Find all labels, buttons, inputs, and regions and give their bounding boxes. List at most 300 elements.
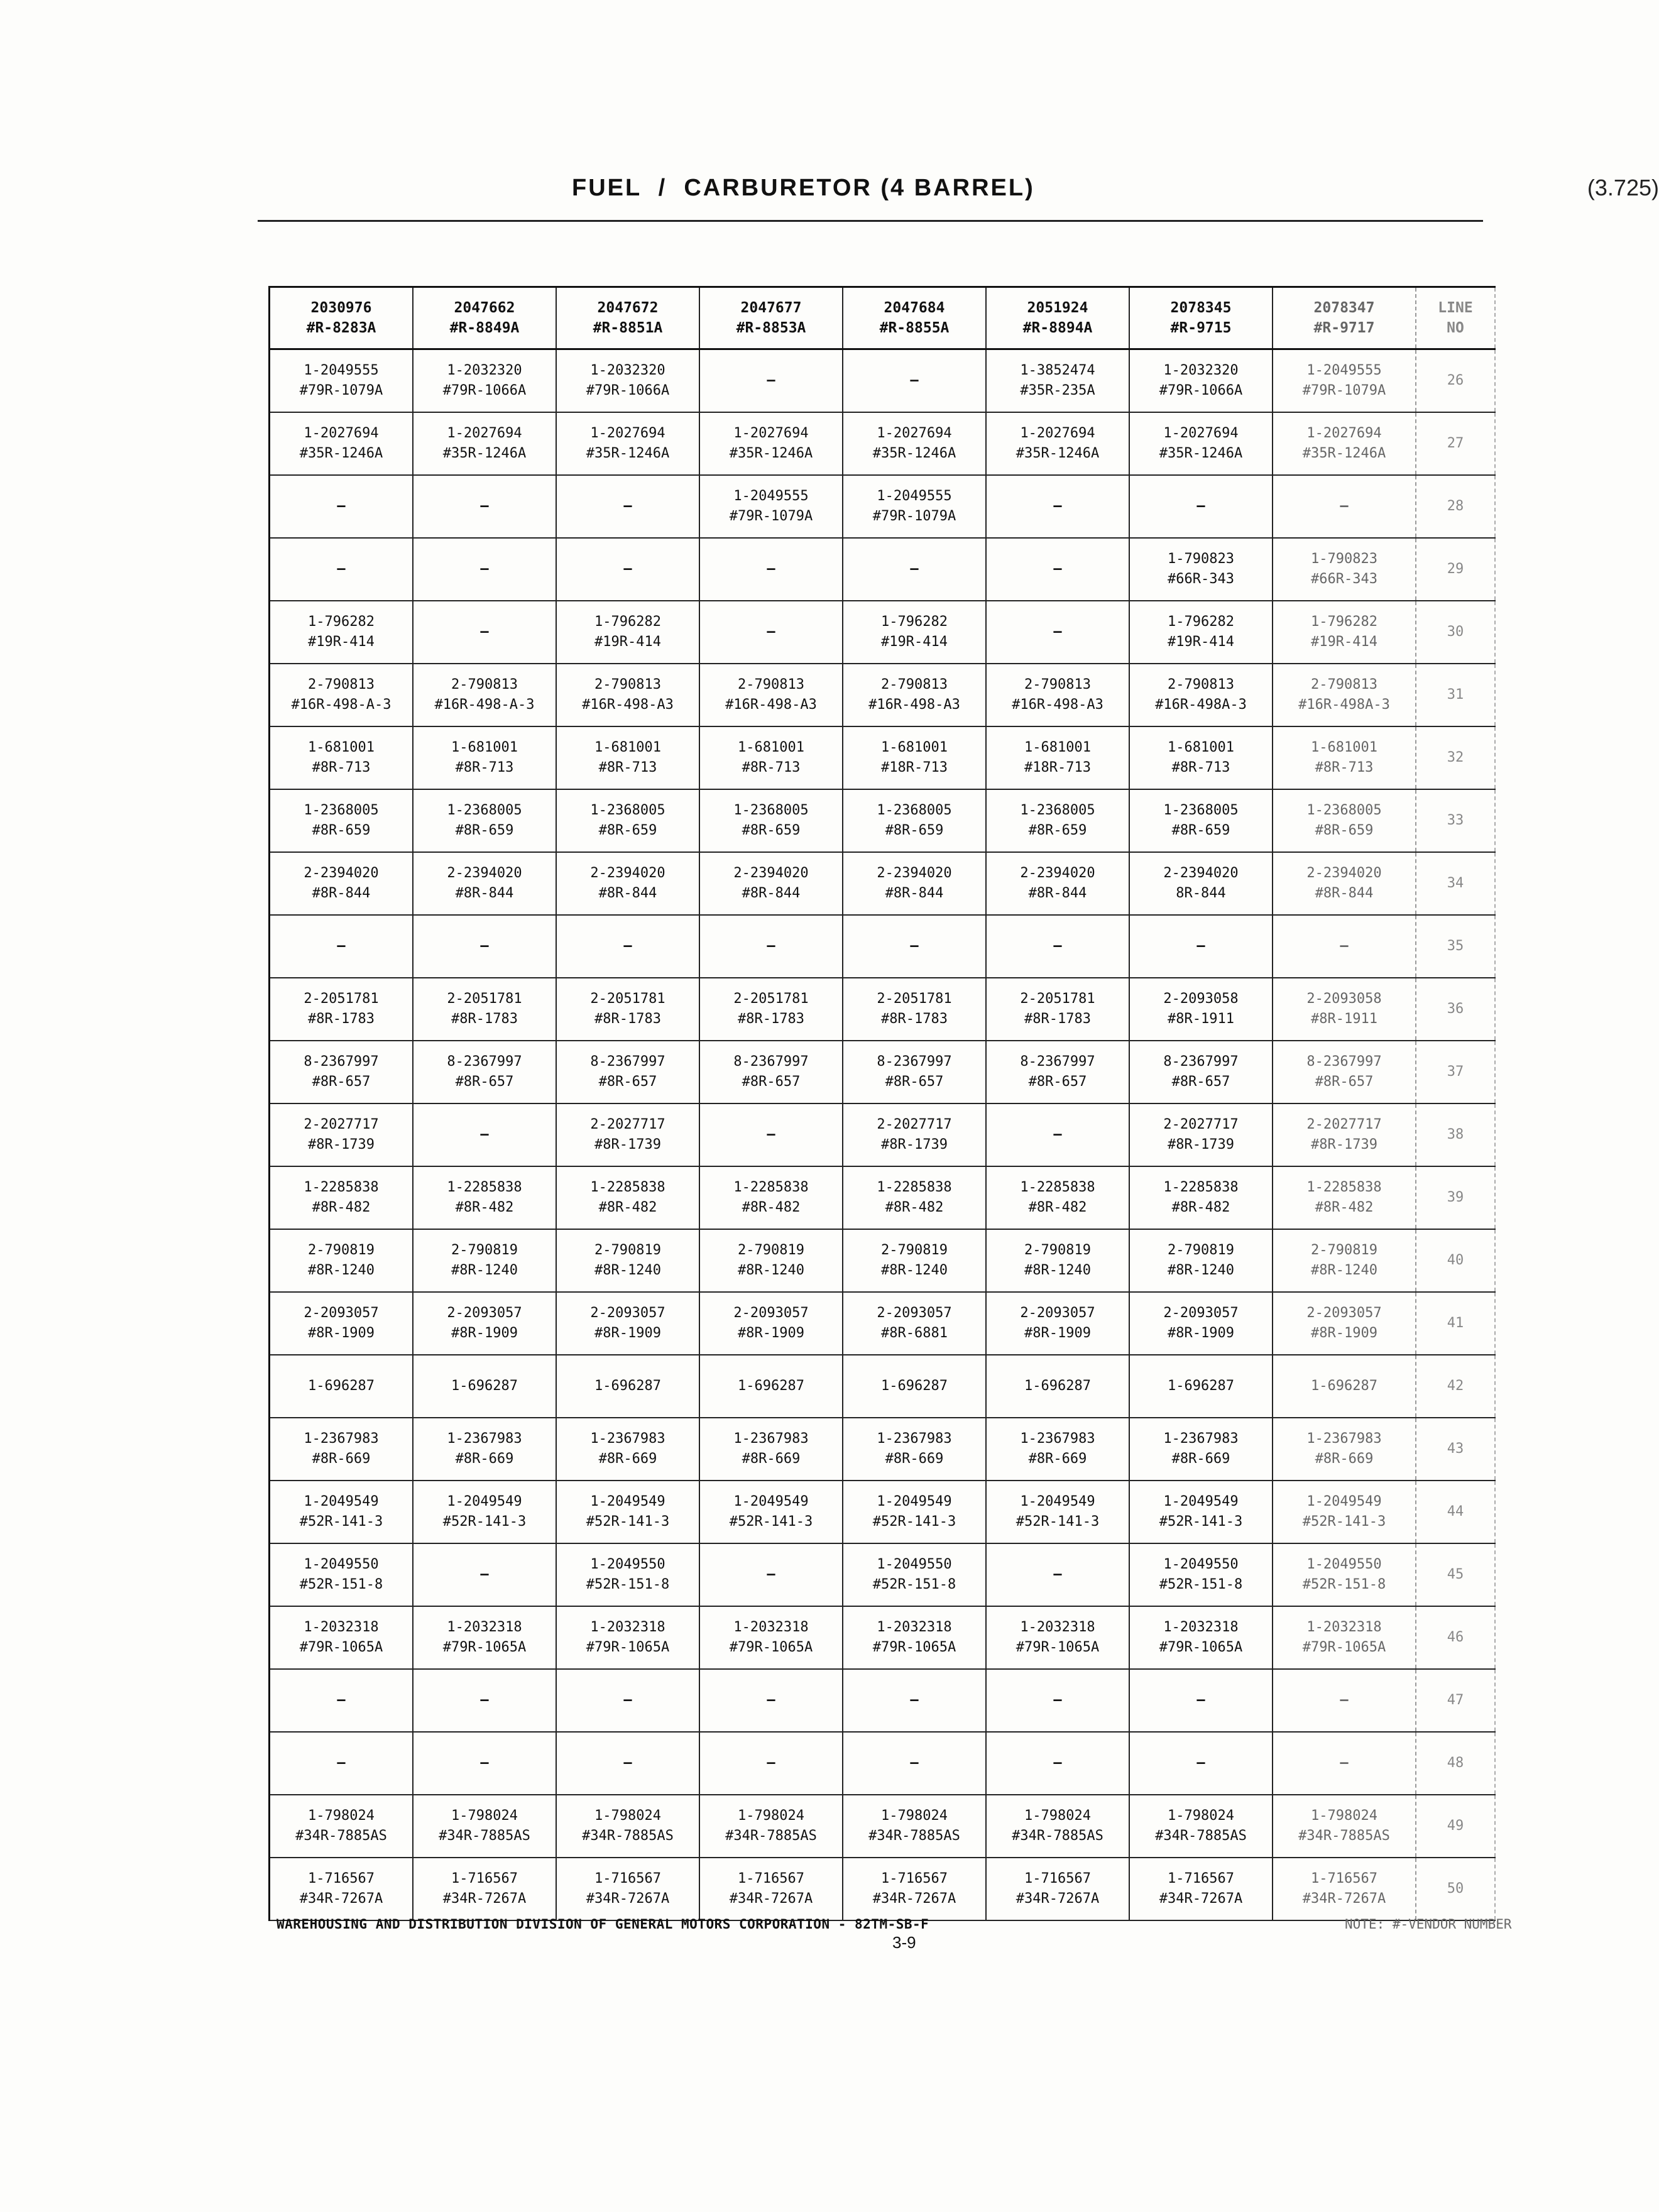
- vendor-number: #35R-1246A: [586, 446, 670, 461]
- part-number: 1-798024: [308, 1808, 375, 1824]
- part-number: 1-798024: [594, 1808, 661, 1824]
- part-number: 2-2394020: [1163, 865, 1239, 881]
- part-number: 2-2093057: [1306, 1305, 1382, 1321]
- table-cell: [700, 601, 843, 663]
- column-header: [270, 288, 413, 348]
- table-cell: [270, 978, 413, 1040]
- vendor-number: #8R-669: [1028, 1451, 1087, 1467]
- part-number: —: [767, 561, 775, 577]
- table-cell: [987, 350, 1130, 412]
- vendor-number: #R-8894A: [1022, 320, 1093, 336]
- table-cell: [270, 727, 413, 789]
- table-cell: [843, 539, 987, 600]
- table-cell: [413, 1104, 557, 1166]
- table-cell: [557, 413, 700, 474]
- line-number: 35: [1416, 916, 1496, 977]
- table-cell: [700, 790, 843, 851]
- vendor-number: #79R-1065A: [442, 1640, 527, 1655]
- vendor-number: #79R-1065A: [1016, 1640, 1100, 1655]
- part-number: —: [767, 1755, 775, 1771]
- part-number: 2-790819: [881, 1242, 948, 1258]
- table-cell: [1130, 1795, 1273, 1857]
- part-number: —: [1053, 1692, 1062, 1708]
- table-cell: [843, 1733, 987, 1794]
- table-cell: [700, 1355, 843, 1417]
- table-cell: [1130, 539, 1273, 600]
- vendor-number: #8R-482: [1315, 1200, 1374, 1215]
- vendor-number: #34R-7885AS: [295, 1828, 387, 1844]
- line-number: 37: [1416, 1041, 1496, 1103]
- vendor-number: #8R-1240: [1168, 1262, 1234, 1278]
- column-header: [413, 288, 557, 348]
- table-cell: [843, 1670, 987, 1731]
- vendor-number: #52R-141-3: [729, 1514, 813, 1530]
- part-number: 2-790819: [594, 1242, 661, 1258]
- table-cell: [1273, 1733, 1416, 1794]
- part-number: 1-696287: [451, 1378, 518, 1394]
- part-number: 1-2049549: [1020, 1494, 1095, 1509]
- table-cell: [700, 1293, 843, 1354]
- table-cell: [1273, 1167, 1416, 1229]
- part-number: 8-2367997: [1163, 1054, 1239, 1070]
- part-number: 1-716567: [738, 1871, 804, 1886]
- table-cell: [843, 1230, 987, 1291]
- part-number: —: [337, 561, 346, 577]
- table-cell: [1130, 1104, 1273, 1166]
- part-number: 2047662: [454, 300, 515, 316]
- table-cell: [700, 539, 843, 600]
- part-number: —: [623, 938, 632, 954]
- vendor-number: #8R-659: [885, 823, 944, 838]
- vendor-number: #8R-1909: [451, 1325, 518, 1341]
- vendor-number: #8R-1240: [451, 1262, 518, 1278]
- part-number: 8-2367997: [447, 1054, 522, 1070]
- part-number: 2-2093058: [1306, 991, 1382, 1007]
- part-number: —: [1053, 561, 1062, 577]
- line-number: 31: [1416, 664, 1496, 726]
- table-cell: [413, 539, 557, 600]
- part-number: —: [1053, 498, 1062, 514]
- table-cell: [987, 539, 1130, 600]
- table-cell: [557, 1733, 700, 1794]
- table-cell: [1130, 1293, 1273, 1354]
- vendor-number: #8R-669: [742, 1451, 801, 1467]
- part-number: —: [767, 1127, 775, 1142]
- part-number: 8-2367997: [590, 1054, 665, 1070]
- table-row: [270, 727, 1496, 790]
- vendor-number: #16R-498-A3: [582, 697, 674, 713]
- part-number: 1-681001: [1024, 740, 1091, 755]
- part-number: 2-2093057: [447, 1305, 522, 1321]
- part-number: 1-681001: [1168, 740, 1234, 755]
- part-number: 1-2049555: [304, 363, 379, 378]
- part-number: —: [767, 624, 775, 640]
- part-number: 2-2093057: [590, 1305, 665, 1321]
- table-cell: [987, 1230, 1130, 1291]
- table-row: [270, 1167, 1496, 1230]
- vendor-number: #34R-7885AS: [868, 1828, 960, 1844]
- part-number: 1-2285838: [447, 1180, 522, 1195]
- table-cell: [557, 916, 700, 977]
- vendor-number: #R-8853A: [736, 320, 806, 336]
- table-cell: [700, 727, 843, 789]
- line-number: 27: [1416, 413, 1496, 474]
- part-number: 1-2367983: [590, 1431, 665, 1447]
- part-number: —: [910, 938, 919, 954]
- part-number: 1-2285838: [1306, 1180, 1382, 1195]
- table-cell: [843, 664, 987, 726]
- vendor-number: #79R-1066A: [442, 383, 527, 398]
- vendor-number: #52R-151-8: [1302, 1577, 1386, 1592]
- vendor-number: #79R-1079A: [299, 383, 383, 398]
- line-number: 42: [1416, 1355, 1496, 1417]
- part-number: 1-2285838: [1020, 1180, 1095, 1195]
- part-number: —: [1053, 624, 1062, 640]
- part-number: 1-796282: [881, 614, 948, 630]
- part-number: 2-2093058: [1163, 991, 1239, 1007]
- vendor-number: #8R-657: [1028, 1074, 1087, 1090]
- vendor-number: #8R-1783: [1024, 1011, 1091, 1027]
- table-row: [270, 664, 1496, 727]
- vendor-number: #52R-141-3: [299, 1514, 383, 1530]
- table-cell: [557, 1795, 700, 1857]
- vendor-number: #19R-414: [308, 634, 375, 650]
- page-title: FUEL / CARBURETOR (4 BARREL): [572, 175, 1035, 201]
- vendor-number: #35R-1246A: [1016, 446, 1100, 461]
- vendor-number: #8R-482: [1171, 1200, 1230, 1215]
- table-cell: [987, 1733, 1130, 1794]
- table-cell: [1273, 1858, 1416, 1920]
- table-cell: [987, 916, 1130, 977]
- table-cell: [413, 1355, 557, 1417]
- table-cell: [557, 1670, 700, 1731]
- part-number: 1-2049549: [733, 1494, 809, 1509]
- vendor-number: #52R-151-8: [586, 1577, 670, 1592]
- part-number: 1-2032318: [733, 1619, 809, 1635]
- table-cell: [413, 1230, 557, 1291]
- line-number: 43: [1416, 1418, 1496, 1480]
- vendor-number: #18R-713: [1024, 760, 1091, 775]
- part-number: 2078347: [1313, 300, 1375, 316]
- table-cell: [987, 1607, 1130, 1668]
- vendor-number: #34R-7267A: [442, 1891, 527, 1907]
- vendor-number: #8R-1783: [594, 1011, 661, 1027]
- table-cell: [987, 1481, 1130, 1543]
- part-number: 1-2367983: [1163, 1431, 1239, 1447]
- part-number: 1-681001: [881, 740, 948, 755]
- vendor-number: #52R-151-8: [299, 1577, 383, 1592]
- vendor-number: #8R-713: [455, 760, 514, 775]
- part-number: 1-2049549: [877, 1494, 952, 1509]
- vendor-number: #8R-1909: [1168, 1325, 1234, 1341]
- table-cell: [270, 1733, 413, 1794]
- part-number: 2-790819: [451, 1242, 518, 1258]
- table-cell: [557, 1544, 700, 1606]
- table-cell: [413, 350, 557, 412]
- table-cell: [843, 476, 987, 537]
- table-row: [270, 1418, 1496, 1481]
- table-cell: [413, 1544, 557, 1606]
- column-header: [1273, 288, 1416, 348]
- part-number: 1-716567: [308, 1871, 375, 1886]
- part-number: —: [1196, 498, 1205, 514]
- vendor-number: #8R-6881: [881, 1325, 948, 1341]
- vendor-number: #8R-659: [742, 823, 801, 838]
- part-number: 1-2027694: [304, 425, 379, 441]
- vendor-number: #8R-482: [1028, 1200, 1087, 1215]
- vendor-number: #8R-1240: [1311, 1262, 1377, 1278]
- part-number: 2-2051781: [1020, 991, 1095, 1007]
- vendor-number: #8R-1739: [1168, 1137, 1234, 1153]
- part-number: 2-2051781: [733, 991, 809, 1007]
- vendor-number: #19R-414: [1311, 634, 1377, 650]
- part-number: —: [1053, 1127, 1062, 1142]
- table-cell: [1273, 1418, 1416, 1480]
- vendor-number: #19R-414: [881, 634, 948, 650]
- table-cell: [413, 601, 557, 663]
- vendor-number: #8R-657: [1315, 1074, 1374, 1090]
- part-number: 1-3852474: [1020, 363, 1095, 378]
- part-number: 1-2367983: [1020, 1431, 1095, 1447]
- part-number: —: [910, 561, 919, 577]
- part-number: —: [480, 498, 489, 514]
- vendor-number: #34R-7885AS: [439, 1828, 530, 1844]
- part-number: —: [337, 498, 346, 514]
- line-number: 32: [1416, 727, 1496, 789]
- part-number: —: [623, 498, 632, 514]
- part-number: 1-2032318: [447, 1619, 522, 1635]
- part-number: —: [623, 561, 632, 577]
- table-cell: [700, 916, 843, 977]
- table-cell: [413, 727, 557, 789]
- vendor-number: #34R-7885AS: [1155, 1828, 1247, 1844]
- part-number: 1-716567: [881, 1871, 948, 1886]
- part-number: 1-2368005: [877, 802, 952, 818]
- table-cell: [557, 853, 700, 914]
- vendor-number: #35R-1246A: [1159, 446, 1243, 461]
- table-cell: [270, 1104, 413, 1166]
- table-row: [270, 1481, 1496, 1544]
- vendor-number: #8R-659: [1028, 823, 1087, 838]
- table-cell: [557, 727, 700, 789]
- part-number: —: [480, 1755, 489, 1771]
- table-cell: [843, 1041, 987, 1103]
- table-cell: [700, 476, 843, 537]
- part-number: 2-2027717: [1306, 1117, 1382, 1132]
- vendor-number: #35R-235A: [1020, 383, 1095, 398]
- vendor-number: #R-9717: [1313, 320, 1375, 336]
- vendor-number: #18R-713: [881, 760, 948, 775]
- table-cell: [700, 350, 843, 412]
- table-cell: [987, 727, 1130, 789]
- vendor-number: #16R-498A-3: [1298, 697, 1390, 713]
- part-number: —: [767, 938, 775, 954]
- part-number: 2-790819: [738, 1242, 804, 1258]
- table-cell: [843, 853, 987, 914]
- part-number: —: [480, 938, 489, 954]
- part-number: 1-2049549: [447, 1494, 522, 1509]
- part-number: 1-696287: [738, 1378, 804, 1394]
- vendor-number: #16R-498-A3: [868, 697, 960, 713]
- table-cell: [557, 1481, 700, 1543]
- table-cell: [700, 1670, 843, 1731]
- table-cell: [987, 1167, 1130, 1229]
- part-number: 2-2093057: [877, 1305, 952, 1321]
- vendor-number: #8R-713: [1171, 760, 1230, 775]
- part-number: —: [480, 1567, 489, 1582]
- part-number: —: [480, 1127, 489, 1142]
- part-number: —: [1196, 938, 1205, 954]
- part-number: 1-2027694: [877, 425, 952, 441]
- part-number: 1-681001: [451, 740, 518, 755]
- vendor-number: #8R-713: [1315, 760, 1374, 775]
- vendor-number: #8R-482: [598, 1200, 657, 1215]
- table-cell: [700, 1795, 843, 1857]
- line-number: 34: [1416, 853, 1496, 914]
- part-number: 1-2049549: [590, 1494, 665, 1509]
- table-cell: [1273, 1481, 1416, 1543]
- table-cell: [843, 790, 987, 851]
- vendor-number: #8R-844: [598, 885, 657, 901]
- table-cell: [987, 1670, 1130, 1731]
- vendor-number: #8R-1911: [1311, 1011, 1377, 1027]
- part-number: —: [1053, 938, 1062, 954]
- vendor-number: #8R-844: [885, 885, 944, 901]
- vendor-number: #8R-482: [742, 1200, 801, 1215]
- table-row: [270, 539, 1496, 601]
- part-number: 1-796282: [1168, 614, 1234, 630]
- table-cell: [270, 476, 413, 537]
- table-cell: [1130, 853, 1273, 914]
- part-number: —: [337, 938, 346, 954]
- table-cell: [1273, 413, 1416, 474]
- table-cell: [557, 1167, 700, 1229]
- table-cell: [987, 664, 1130, 726]
- table-row: [270, 350, 1496, 413]
- table-cell: [270, 1293, 413, 1354]
- part-number: —: [337, 1755, 346, 1771]
- table-cell: [413, 1167, 557, 1229]
- part-number: 1-696287: [1168, 1378, 1234, 1394]
- part-number: 2-2093057: [733, 1305, 809, 1321]
- table-cell: [843, 727, 987, 789]
- table-row: [270, 1544, 1496, 1607]
- table-cell: [987, 853, 1130, 914]
- vendor-number: #35R-1246A: [299, 446, 383, 461]
- table-cell: [700, 1418, 843, 1480]
- table-cell: [557, 1041, 700, 1103]
- table-cell: [1130, 1167, 1273, 1229]
- table-header-row: [270, 288, 1496, 350]
- part-number: 2-2394020: [447, 865, 522, 881]
- part-number: 1-798024: [1168, 1808, 1234, 1824]
- part-number: 1-716567: [1311, 1871, 1377, 1886]
- vendor-number: #79R-1065A: [872, 1640, 956, 1655]
- vendor-number: #52R-141-3: [872, 1514, 956, 1530]
- table-cell: [1130, 1670, 1273, 1731]
- table-cell: [270, 1418, 413, 1480]
- table-cell: [1273, 1041, 1416, 1103]
- table-cell: [1273, 539, 1416, 600]
- part-number: 2-790819: [1311, 1242, 1377, 1258]
- table-cell: [1130, 727, 1273, 789]
- table-row: [270, 1104, 1496, 1167]
- part-number: 2030976: [310, 300, 372, 316]
- table-cell: [843, 916, 987, 977]
- table-cell: [270, 539, 413, 600]
- part-number: 1-2027694: [590, 425, 665, 441]
- table-cell: [843, 601, 987, 663]
- part-number: —: [1340, 938, 1349, 954]
- line-number-header: [1416, 288, 1496, 348]
- table-cell: [557, 1230, 700, 1291]
- line-number: 47: [1416, 1670, 1496, 1731]
- vendor-number: #8R-1909: [594, 1325, 661, 1341]
- table-cell: [1130, 1230, 1273, 1291]
- part-number: 1-2049549: [1306, 1494, 1382, 1509]
- vendor-number: #8R-1240: [881, 1262, 948, 1278]
- part-number: 1-2032318: [1163, 1619, 1239, 1635]
- vendor-number: #34R-7267A: [1159, 1891, 1243, 1907]
- table-cell: [270, 916, 413, 977]
- vendor-number: #8R-669: [1315, 1451, 1374, 1467]
- part-number: 1-2285838: [733, 1180, 809, 1195]
- part-number: —: [480, 1692, 489, 1708]
- part-number: 1-2027694: [1163, 425, 1239, 441]
- table-cell: [270, 413, 413, 474]
- part-number: LINE: [1438, 300, 1473, 316]
- table-cell: [270, 790, 413, 851]
- vendor-number: 8R-844: [1176, 885, 1226, 901]
- table-cell: [700, 1858, 843, 1920]
- vendor-number: #R-8851A: [593, 320, 663, 336]
- vendor-number: #16R-498-A-3: [291, 697, 391, 713]
- vendor-number: #8R-482: [885, 1200, 944, 1215]
- vendor-number: #8R-1240: [1024, 1262, 1091, 1278]
- part-number: 2-2051781: [590, 991, 665, 1007]
- table-cell: [1273, 1607, 1416, 1668]
- vendor-number: #8R-1909: [1024, 1325, 1091, 1341]
- part-number: 1-696287: [1024, 1378, 1091, 1394]
- table-cell: [413, 790, 557, 851]
- part-number: —: [910, 1692, 919, 1708]
- part-number: 2-2051781: [304, 991, 379, 1007]
- part-number: 2-790813: [881, 677, 948, 693]
- part-number: 2-790813: [1168, 677, 1234, 693]
- part-number: 8-2367997: [1306, 1054, 1382, 1070]
- vendor-number: #8R-659: [312, 823, 371, 838]
- vendor-number: #79R-1079A: [872, 508, 956, 524]
- table-cell: [1130, 413, 1273, 474]
- table-cell: [700, 853, 843, 914]
- line-number: 41: [1416, 1293, 1496, 1354]
- vendor-number: #8R-657: [455, 1074, 514, 1090]
- part-number: 1-2032320: [590, 363, 665, 378]
- part-number: 2-2394020: [1306, 865, 1382, 881]
- vendor-number: #34R-7267A: [299, 1891, 383, 1907]
- part-number: 1-696287: [881, 1378, 948, 1394]
- line-number: 39: [1416, 1167, 1496, 1229]
- line-number: 30: [1416, 601, 1496, 663]
- table-row: [270, 1733, 1496, 1795]
- table-cell: [1273, 978, 1416, 1040]
- table-cell: [413, 1607, 557, 1668]
- table-cell: [1130, 601, 1273, 663]
- part-number: 1-798024: [738, 1808, 804, 1824]
- table-row: [270, 1293, 1496, 1355]
- part-number: 1-798024: [1311, 1808, 1377, 1824]
- table-cell: [700, 1607, 843, 1668]
